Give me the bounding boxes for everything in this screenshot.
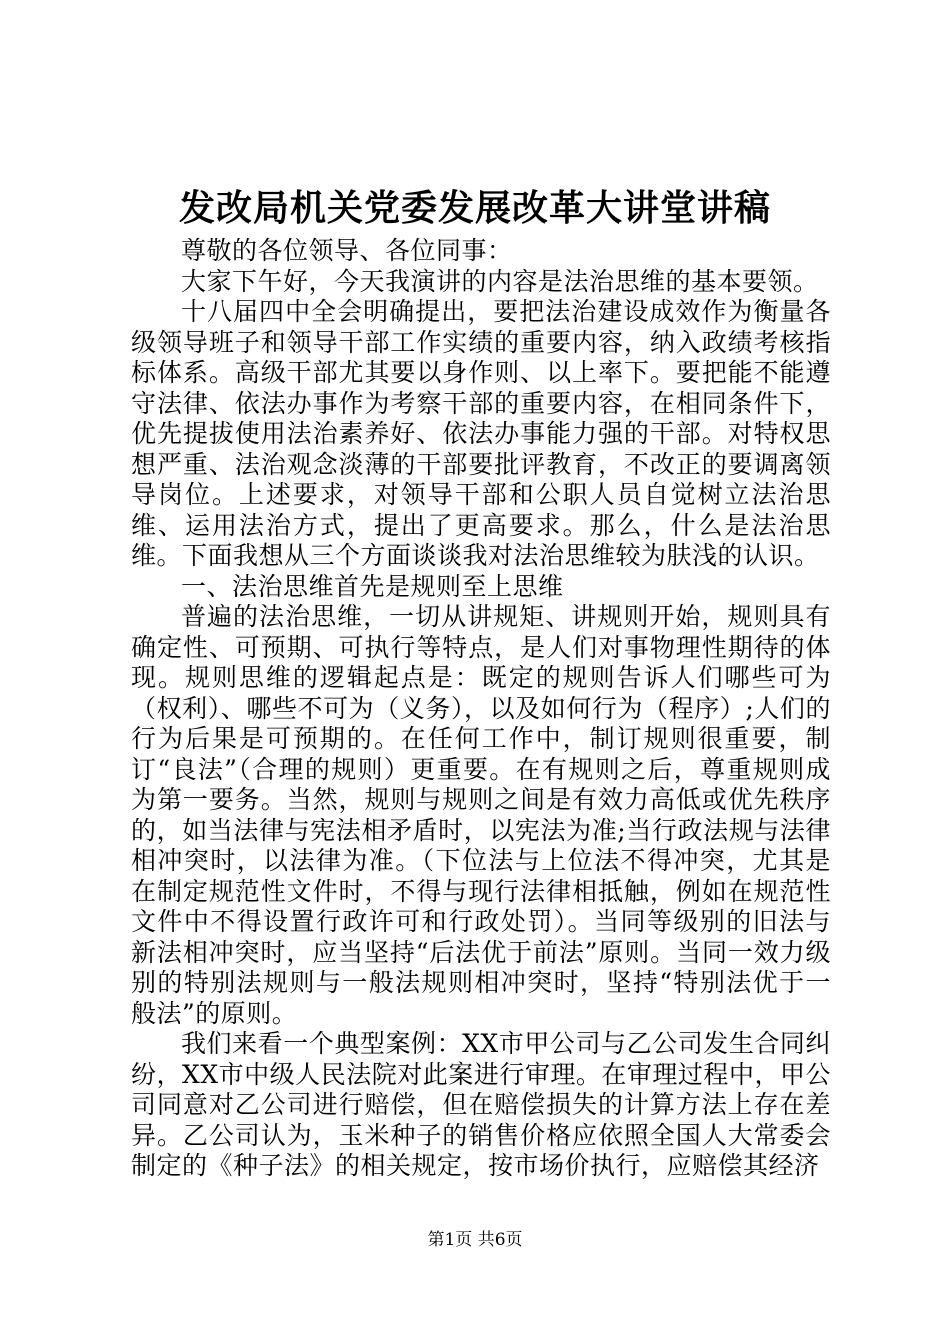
section-heading-1: 一、法治思维首先是规则至上思维 (181, 571, 564, 601)
salutation-paragraph: 尊敬的各位领导、各位同事： (181, 236, 513, 265)
document-title: 发改局机关党委发展改革大讲堂讲稿 (178, 187, 771, 229)
page-footer: 第1页 共6页 (427, 1230, 523, 1250)
rules-paragraph: 普遍的法治思维，一切从讲规矩、讲规则开始，规则具有确定性、可预期、可执行等特点，是人们对事物理性期待的体现。规则思维的逻辑起点是：既定的规则告诉人们哪些可为（权利）、哪些不可为（义务），以及如何行为（程序）;人们的行为后果是可预期的。在任何工作中，制订规则很重要，制订“良法”（合理的规则）更重要。在有规则之后，尊重规则成为第一要务。当然，规则与规则之间是有效力高低或优先秩序的，如当法律与宪法相矛盾时，以宪法为准;当行政法规与法律相冲突时，以法律为准。（下位法与上位法不得冲突，尤其是在制定规范性文件时，不得与现行法律相抵触，例如在规范性文件中不得设置行政许可和行政处罚）。当同等级别的旧法与新法相冲突时，应当坚持“后法优于前法”原则。当同一效力级别的特别法规则与一般法规则相冲突时，坚持“特别法优于一般法”的原则。 (131, 602, 831, 1028)
document-body (131, 236, 831, 1182)
case-paragraph: 我们来看一个典型案例：XX市甲公司与乙公司发生合同纠纷，XX市中级人民法院对此案进行审理。在审理过程中，甲公司同意对乙公司进行赔偿，但在赔偿损失的计算方法上存在差异。乙公司认为，玉米种子的销售价格应依照全国人大常委会制定的《种子法》的相关规定，按市场价执行，应赔偿其经济 (131, 1029, 831, 1180)
intro-paragraph: 十八届四中全会明确提出，要把法治建设成效作为衡量各级领导班子和领导干部工作实绩的重要内容，纳入政绩考核指标体系。高级干部尤其要以身作则、以上率下。要把能不能遵守法律、依法办事作为考察干部的重要内容，在相同条件下，优先提拔使用法治素养好、依法办事能力强的干部。对特权思想严重、法治观念淡薄的干部要批评教育，不改正的要调离领导岗位。上述要求，对领导干部和公职人员自觉树立法治思维、运用法治方式，提出了更高要求。那么，什么是法治思维。下面我想从三个方面谈谈我对法治思维较为肤浅的认识。 (131, 297, 831, 570)
greeting-paragraph: 大家下午好，今天我演讲的内容是法治思维的基本要领。 (181, 266, 819, 296)
